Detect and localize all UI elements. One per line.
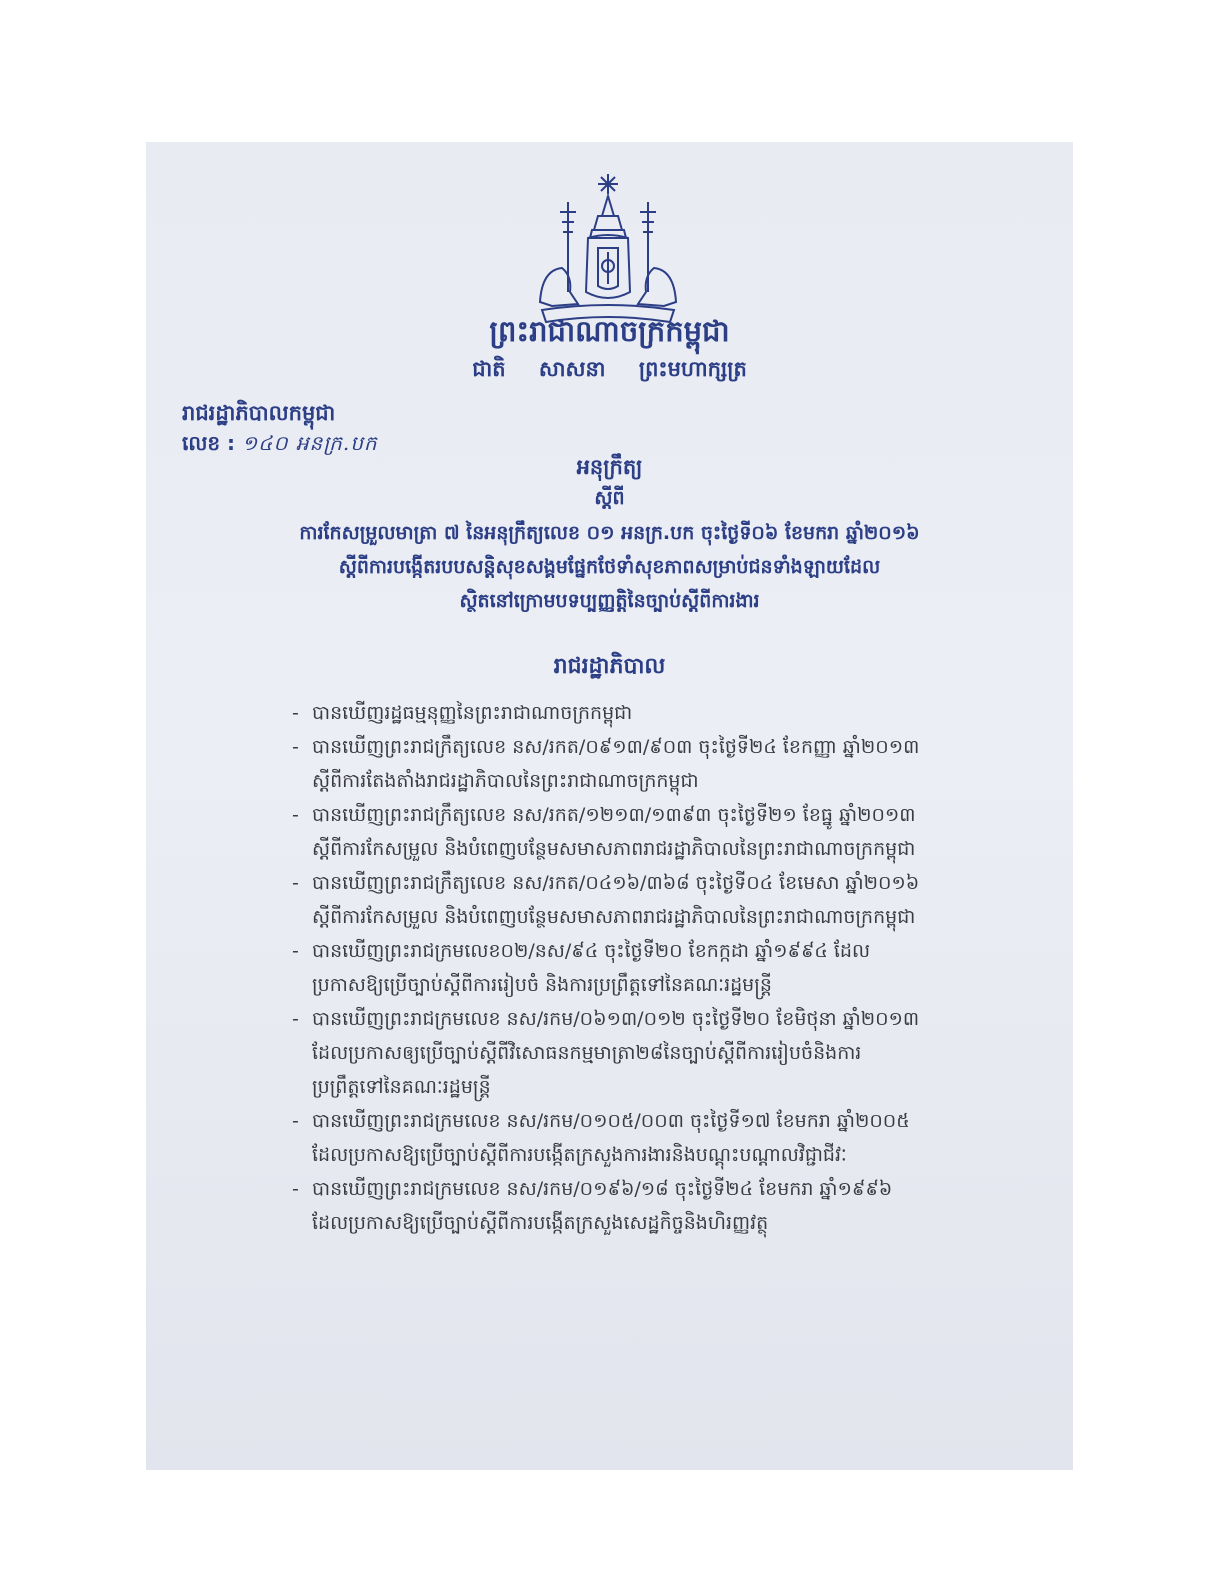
reference-line: ស្តីពីការកែសម្រួល និងបំពេញបន្ថែមសមាសភាពរាជរដ្ឋាភិបាលនៃព្រះរាជាណាចក្រកម្ពុជា [312, 838, 916, 860]
reference-line: - បានឃើញព្រះរាជក្រឹត្យលេខ នស/រកត/០៩១៣/៩០៣ ចុះថ្ងៃទី២៤ ខែកញ្ញា ឆ្នាំ២០១៣ [312, 736, 920, 758]
reference-item [288, 1104, 1008, 1172]
royal-coat-of-arms-icon [532, 172, 684, 332]
reference-line: - បានឃើញព្រះរាជក្រមលេខ នស/រកម/០១០៥/០០៣ ចុះថ្ងៃទី១៧ ខែមករា ឆ្នាំ២០០៥ [312, 1110, 910, 1132]
reference-line: ប្រកាសឱ្យប្រើច្បាប់ស្តីពីការរៀបចំ និងការប្រព្រឹត្តទៅនៃគណៈរដ្ឋមន្ត្រី [312, 974, 772, 996]
government-heading: រាជរដ្ឋាភិបាល [553, 654, 666, 679]
subject-line: ការកែសម្រួលមាត្រា ៧ នៃអនុក្រឹត្យលេខ ០១ អនក្រ.បក ចុះថ្ងៃទី០៦ ខែមករា ឆ្នាំ២០១៦ [299, 522, 920, 544]
reference-line: ស្តីពីការកែសម្រួល និងបំពេញបន្ថែមសមាសភាពរាជរដ្ឋាភិបាលនៃព្រះរាជាណាចក្រកម្ពុជា [312, 906, 916, 928]
subject-line: ស្តីពីការបង្កើតរបបសន្តិសុខសង្គមផ្នែកថែទាំសុខភាពសម្រាប់ជនទាំងឡាយដែល [338, 556, 881, 578]
reference-item [288, 934, 1008, 1002]
document-photo [146, 142, 1073, 1470]
motto-religion: សាសនា [538, 357, 606, 381]
subject-line: ស្ថិតនៅក្រោមបទប្បញ្ញត្តិនៃច្បាប់ស្តីពីការងារ [459, 590, 760, 612]
reference-line: - បានឃើញព្រះរាជក្រឹត្យលេខ នស/រកត/១២១៣/១៣៩៣ ចុះថ្ងៃទី២១ ខែធ្នូ ឆ្នាំ២០១៣ [312, 804, 916, 826]
reference-list [288, 696, 1008, 1240]
issuer-name: រាជរដ្ឋាភិបាលកម្ពុជា [182, 401, 336, 425]
document-type: អនុក្រឹត្យ [576, 455, 643, 479]
reference-item [288, 696, 1008, 730]
reference-line: - បានឃើញព្រះរាជក្រឹត្យលេខ នស/រកត/០៤១៦/៣៦៨ ចុះថ្ងៃទី០៤ ខែមេសា ឆ្នាំ២០១៦ [312, 872, 920, 894]
reference-line: ដែលប្រកាសឲ្យប្រើច្បាប់ស្តីពីវិសោធនកម្មមាត្រា២៨នៃច្បាប់ស្តីពីការរៀបចំនិងការ [312, 1042, 862, 1064]
motto-king: ព្រះមហាក្សត្រ [638, 357, 747, 381]
reference-item [288, 730, 1008, 798]
reference-item [288, 1172, 1008, 1240]
number-label: លេខ : [182, 431, 236, 455]
reference-line: - បានឃើញព្រះរាជក្រមលេខ០២/នស/៩៤ ចុះថ្ងៃទី២០ ខែកក្កដា ឆ្នាំ១៩៩៤ ដែល [312, 940, 871, 962]
reference-line: - បានឃើញព្រះរាជក្រមលេខ នស/រកម/០៦១៣/០១២ ចុះថ្ងៃទី២០ ខែមិថុនា ឆ្នាំ២០១៣ [312, 1008, 920, 1030]
reference-item [288, 866, 1008, 934]
reference-line: ប្រព្រឹត្តទៅនៃគណៈរដ្ឋមន្ត្រី [312, 1076, 491, 1098]
reference-line: - បានឃើញរដ្ឋធម្មនុញ្ញនៃព្រះរាជាណាចក្រកម្ពុជា [312, 702, 633, 724]
about-label: ស្តីពី [594, 487, 625, 509]
number-value: ១៤០ អនក្រ.បក [242, 431, 378, 455]
document-subject [146, 516, 1073, 618]
national-motto [146, 356, 1073, 387]
reference-line: ដែលប្រកាសឱ្យប្រើច្បាប់ស្តីពីការបង្កើតក្រសួងការងារនិងបណ្តុះបណ្តាលវិជ្ជាជីវៈ [312, 1144, 847, 1166]
reference-line: ស្តីពីការតែងតាំងរាជរដ្ឋាភិបាលនៃព្រះរាជាណាចក្រកម្ពុជា [312, 770, 699, 792]
reference-line: ដែលប្រកាសឱ្យប្រើច្បាប់ស្តីពីការបង្កើតក្រសួងសេដ្ឋកិច្ចនិងហិរញ្ញវត្ថុ [312, 1212, 769, 1234]
reference-item [288, 798, 1008, 866]
motto-nation: ជាតិ [472, 357, 506, 381]
kingdom-title: ព្រះរាជាណាចក្រកម្ពុជា [489, 314, 730, 348]
reference-item [288, 1002, 1008, 1104]
reference-line: - បានឃើញព្រះរាជក្រមលេខ នស/រកម/០១៩៦/១៨ ចុះថ្ងៃទី២៤ ខែមករា ឆ្នាំ១៩៩៦ [312, 1178, 893, 1200]
